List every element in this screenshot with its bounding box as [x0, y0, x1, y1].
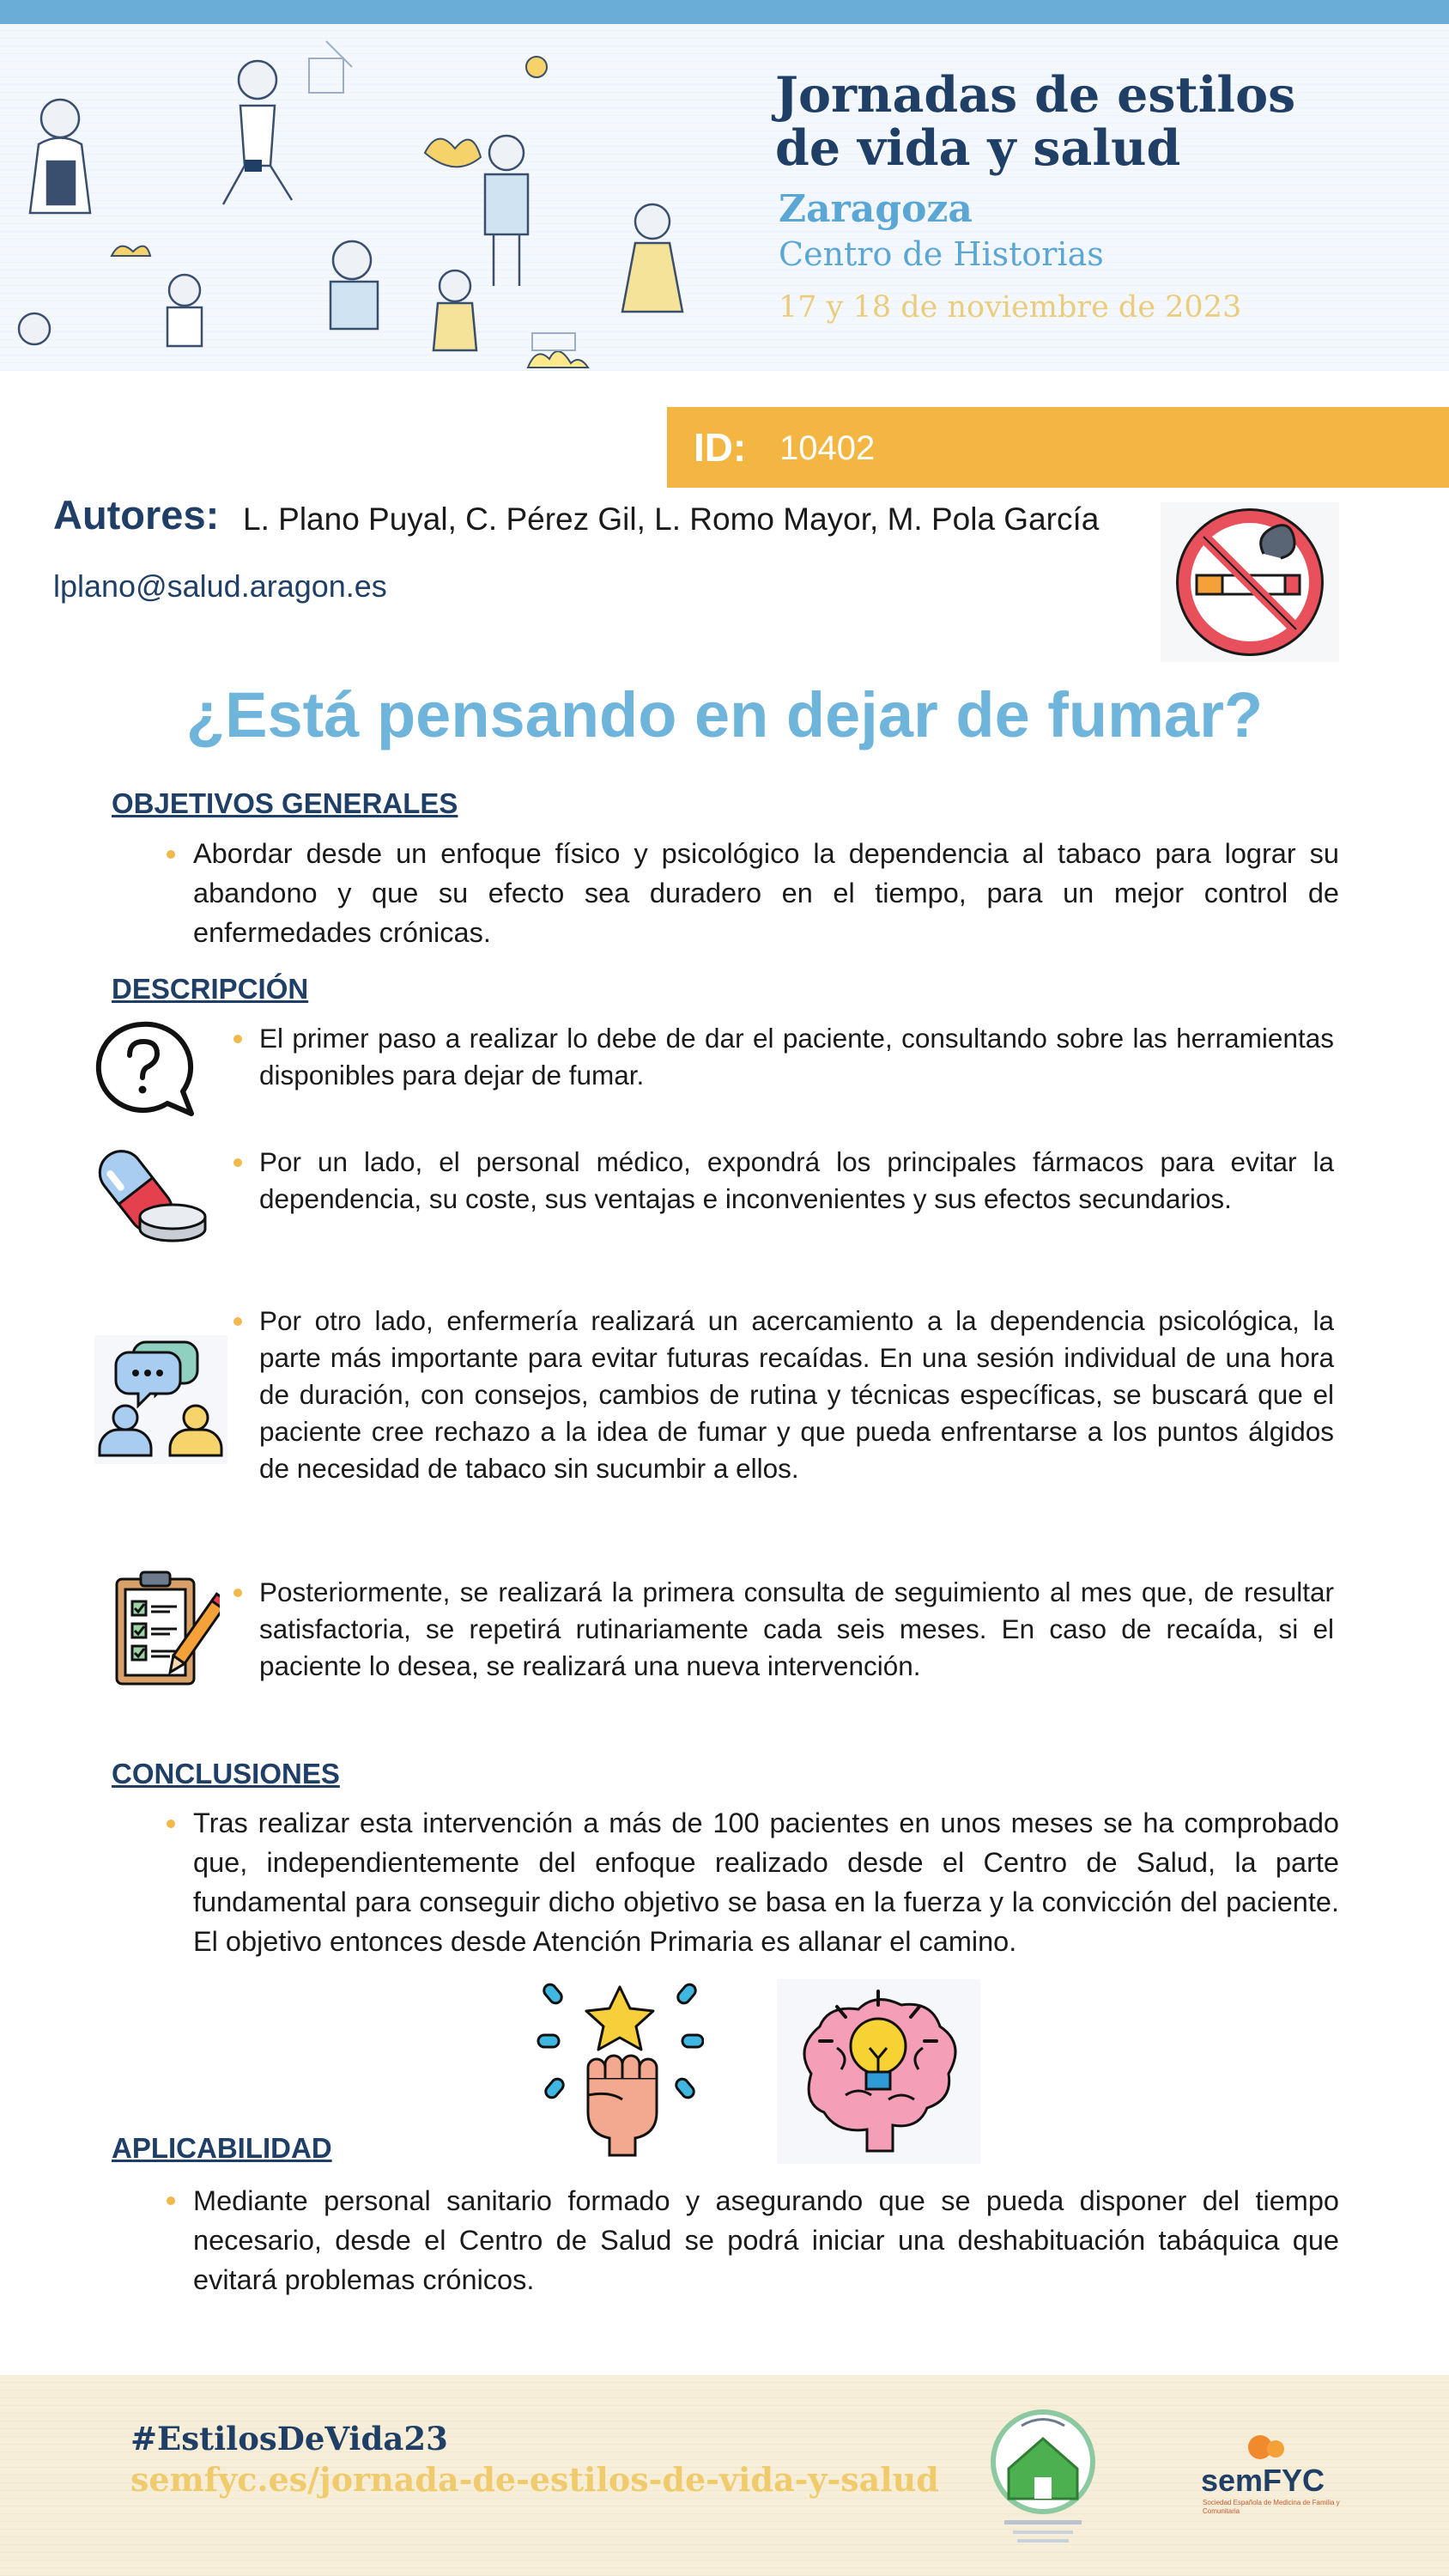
bullet — [167, 2196, 175, 2205]
bullet — [167, 850, 175, 859]
footer-hashtag: #EstilosDeVida23 — [130, 2420, 448, 2458]
pills-icon — [88, 1138, 210, 1249]
bullet — [233, 1035, 242, 1043]
descripcion-heading: DESCRIPCIÓN — [112, 973, 309, 1005]
fist-star-icon — [537, 1975, 704, 2160]
event-dates: 17 y 18 de noviembre de 2023 — [779, 290, 1242, 325]
banner-top-stripe — [0, 0, 1449, 24]
footer-url-link[interactable]: semfyc.es/jornada-de-estilos-de-vida-y-salud — [130, 2460, 939, 2499]
descripcion-item-text: El primer paso a realizar lo debe de dar el paciente, consultando sobre las herramientas disponibles para dejar de fumar. — [259, 1023, 1334, 1091]
aplicabilidad-text: Mediante personal sanitario formado y asegurando que se pueda disponer del tiempo necesario, desde el Centro de Salud se podrá iniciar una deshabituación tabáquica que evitará problemas crónicos. — [193, 2185, 1339, 2295]
health-center-logo — [987, 2409, 1099, 2555]
aplicabilidad-heading: APLICABILIDAD — [112, 2132, 332, 2164]
authors-names: L. Plano Puyal, C. Pérez Gil, L. Romo Mayor, M. Pola García — [243, 501, 1100, 537]
conclusiones-heading: CONCLUSIONES — [112, 1758, 340, 1789]
brain-lightbulb-icon — [777, 1979, 980, 2164]
event-venue: Centro de Historias — [779, 235, 1104, 273]
clipboard-checklist-icon — [110, 1567, 220, 1689]
descripcion-item-text: Posteriormente, se realizará la primera consulta de seguimiento al mes que, de resultar satisfactoria, se repetirá rutinariamente cada seis meses. En caso de recaída, si el paciente lo desea, se realizará una nueva intervención. — [259, 1577, 1334, 1681]
bullet — [167, 1820, 175, 1828]
bullet — [233, 1589, 242, 1597]
semfyc-logo-subtext: Sociedad Española de Medicina de Familia y Comunitaria — [1203, 2499, 1340, 2515]
event-title: Jornadas de estilos de vida y salud — [775, 66, 1296, 177]
objetivos-text: Abordar desde un enfoque físico y psicológico la dependencia al tabaco para lograr su abandono y que su efecto sea duradero en el tiempo, para un mejor control de enfermedades crónicas. — [193, 838, 1339, 948]
people-illustration — [0, 24, 738, 371]
conclusiones-text: Tras realizar esta intervención a más de 100 pacientes en unos meses se ha comprobado que, independientemente del enfoque realizado desde el Centro de Salud, la parte fundamental para conseguir dicho objetivo se basa en la fuerza y la convicción del paciente. El objetivo entonces desde Atención Primaria es allanar el camino. — [193, 1807, 1339, 1957]
question-bubble-icon — [88, 1018, 196, 1119]
bullet — [233, 1317, 242, 1326]
event-city: Zaragoza — [779, 187, 973, 231]
counseling-icon — [94, 1335, 227, 1464]
semfyc-logo-text: semFYC — [1201, 2463, 1325, 2498]
id-value: 10402 — [779, 429, 876, 467]
id-label: ID: — [694, 425, 747, 470]
authors-label: Autores: — [53, 492, 220, 538]
bullet — [233, 1158, 242, 1167]
descripcion-item-text: Por otro lado, enfermería realizará un acercamiento a la dependencia psicológica, la parte más importante para evitar futuras recaídas. En una sesión individual de una hora de duración, con consejos, cambios de rutina y técnicas específicas, se buscará que el paciente cree rechazo a la idea de fumar y que pueda enfrentarse a los puntos álgidos de necesidad de tabaco sin sucumbir a ellos. — [259, 1305, 1334, 1484]
no-smoking-icon — [1161, 502, 1339, 662]
header-banner — [0, 0, 1449, 371]
descripcion-item-text: Por un lado, el personal médico, expondrá los principales fármacos para evitar la dependencia, su coste, sus ventajas e inconvenientes y sus efectos secundarios. — [259, 1146, 1334, 1214]
author-email-link[interactable]: lplano@salud.aragon.es — [53, 568, 387, 604]
poster-title: ¿Está pensando en dejar de fumar? — [185, 679, 1264, 750]
objetivos-heading: OBJETIVOS GENERALES — [112, 787, 458, 819]
